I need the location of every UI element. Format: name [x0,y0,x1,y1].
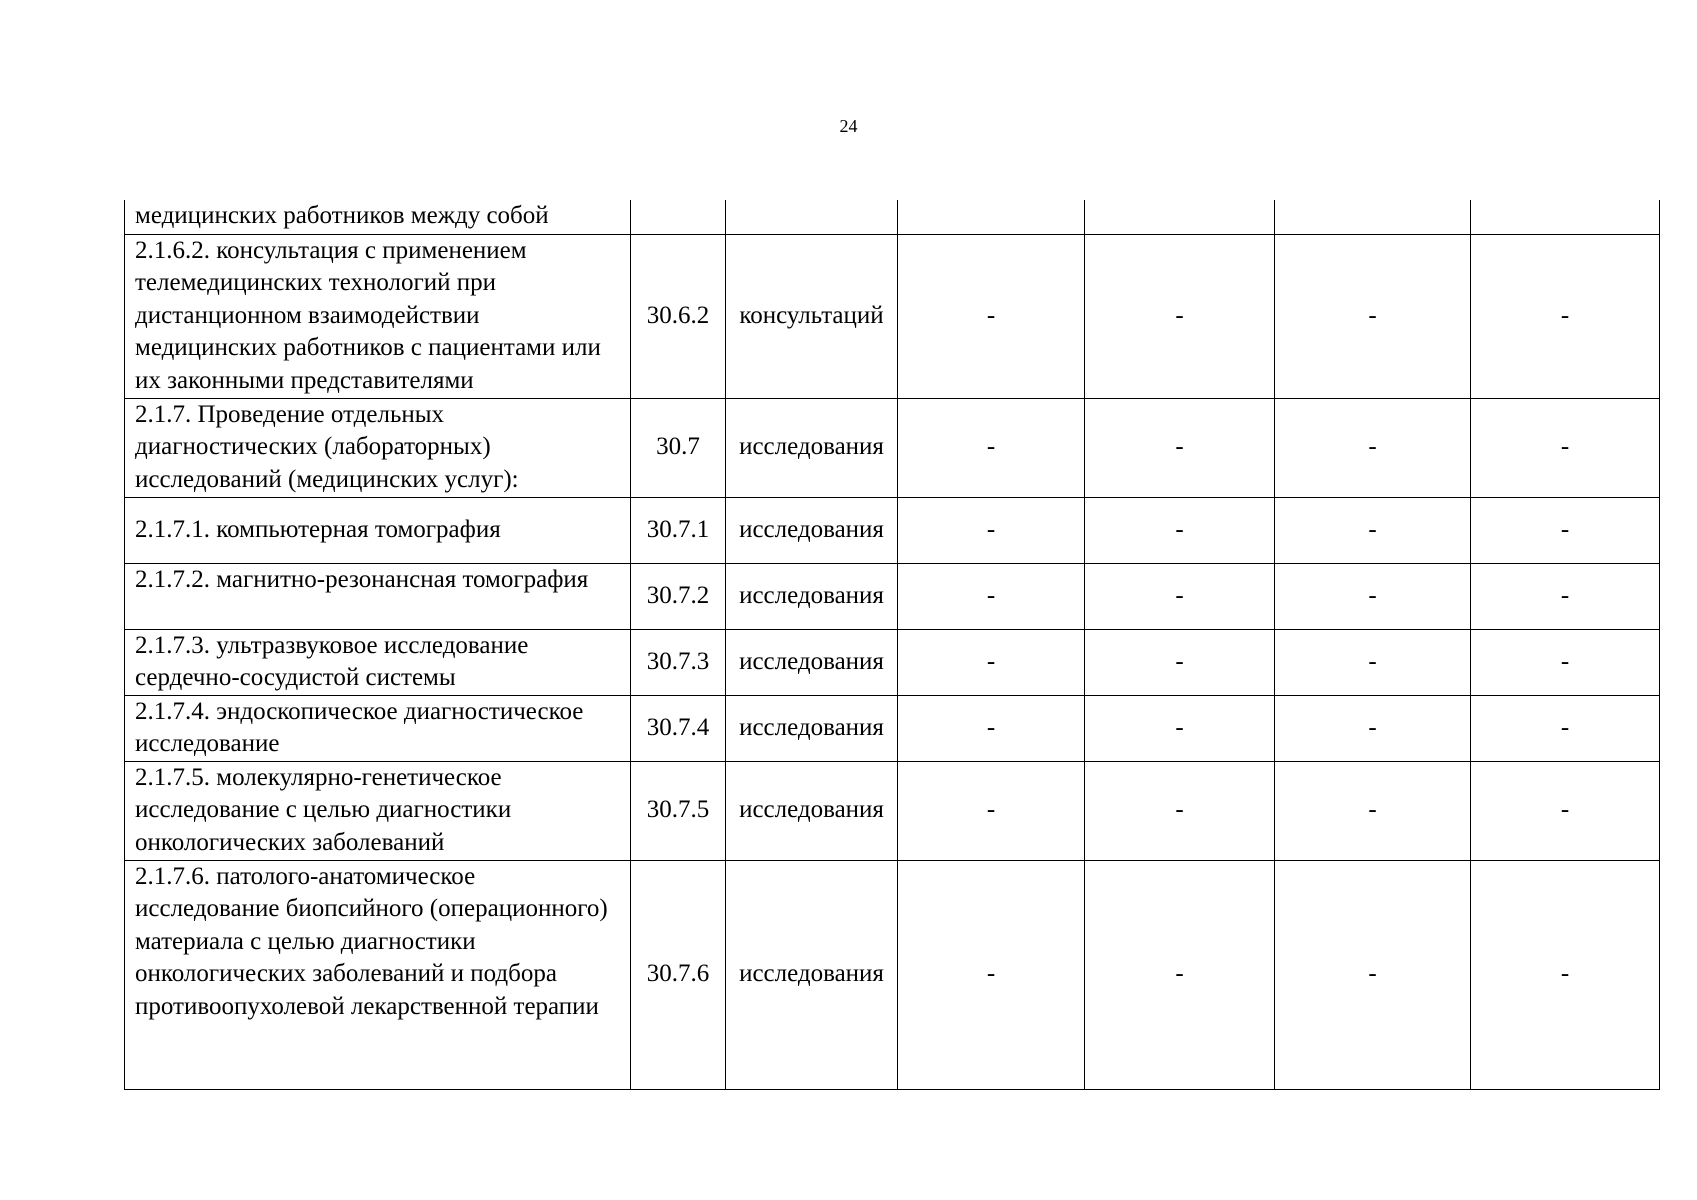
row-name: 2.1.7.3. ультразвуковое исследование сердечно-сосудистой системы [125,629,631,695]
table-row [125,761,1660,860]
row-value-1: - [898,629,1085,695]
row-value-2: - [1085,398,1275,497]
row-value-4: - [1471,695,1660,761]
row-name: 2.1.7.5. молекулярно-генетическое исследование с целью диагностики онкологических заболеваний [125,761,631,860]
row-value-3: - [1275,497,1471,563]
row-name: 2.1.7.6. патолого-анатомическое исследование биопсийного (операционного) материала с целью диагностики онкологических заболеваний и подбора противоопухолевой лекарственной терапии [125,860,631,1089]
row-unit: исследования [726,695,898,761]
row-unit: исследования [726,563,898,629]
row-value-4: - [1471,234,1660,398]
row-code: 30.7.3 [631,629,726,695]
row-value-3: - [1275,398,1471,497]
row-value-1: - [898,860,1085,1089]
row-value-4: - [1471,497,1660,563]
row-code: 30.7.2 [631,563,726,629]
row-value-2: - [1085,563,1275,629]
data-table [124,200,1660,1090]
table-row [125,200,1660,234]
row-value-4: - [1471,761,1660,860]
row-value-4: - [1471,563,1660,629]
table-row [125,398,1660,497]
row-name: 2.1.7.4. эндоскопическое диагностическое исследование [125,695,631,761]
row-value-3: - [1275,761,1471,860]
row-name: 2.1.7. Проведение отдельных диагностических (лабораторных) исследований (медицинских услуг): [125,398,631,497]
row-value-2: - [1085,761,1275,860]
row-unit: исследования [726,497,898,563]
row-value-3: - [1275,695,1471,761]
row-code: 30.7.6 [631,860,726,1089]
row-code: 30.7 [631,398,726,497]
row-value-3: - [1275,860,1471,1089]
row-code: 30.7.1 [631,497,726,563]
row-name: 2.1.7.1. компьютерная томография [125,497,631,563]
row-value-1: - [898,761,1085,860]
row-unit: консультаций [726,234,898,398]
row-value-2 [1085,200,1275,234]
row-value-1: - [898,695,1085,761]
row-value-2: - [1085,629,1275,695]
row-value-4: - [1471,629,1660,695]
row-unit: исследования [726,860,898,1089]
row-name: медицинских работников между собой [125,200,631,234]
row-unit: исследования [726,761,898,860]
row-unit: исследования [726,398,898,497]
table-row [125,695,1660,761]
row-name: 2.1.6.2. консультация с применением телемедицинских технологий при дистанционном взаимодействии медицинских работников с пациентами или их законными представителями [125,234,631,398]
table-row [125,563,1660,629]
row-name: 2.1.7.2. магнитно-резонансная томография [125,563,631,629]
row-value-4 [1471,200,1660,234]
row-value-3 [1275,200,1471,234]
row-value-3: - [1275,629,1471,695]
row-value-3: - [1275,563,1471,629]
row-value-2: - [1085,860,1275,1089]
row-value-2: - [1085,234,1275,398]
row-value-4: - [1471,398,1660,497]
row-code: 30.7.5 [631,761,726,860]
row-value-1: - [898,563,1085,629]
row-value-4: - [1471,860,1660,1089]
row-code: 30.7.4 [631,695,726,761]
table-row [125,234,1660,398]
row-unit: исследования [726,629,898,695]
row-value-1: - [898,398,1085,497]
row-value-2: - [1085,695,1275,761]
row-value-3: - [1275,234,1471,398]
row-unit [726,200,898,234]
table-row [125,860,1660,1089]
page-number: 24 [839,116,858,136]
row-value-2: - [1085,497,1275,563]
row-value-1 [898,200,1085,234]
table-row [125,497,1660,563]
row-value-1: - [898,497,1085,563]
table-row [125,629,1660,695]
row-code [631,200,726,234]
row-code: 30.6.2 [631,234,726,398]
row-value-1: - [898,234,1085,398]
